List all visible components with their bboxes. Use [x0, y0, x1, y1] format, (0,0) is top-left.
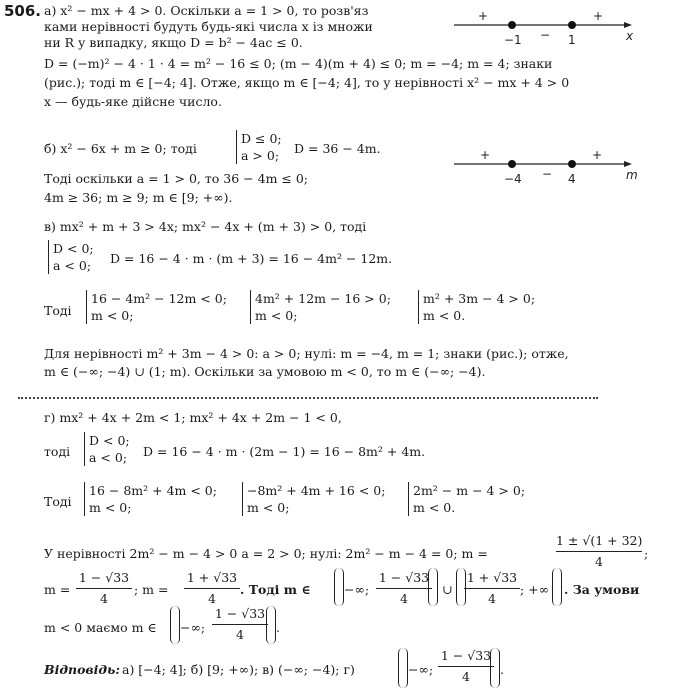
- sign-right: +: [592, 148, 603, 162]
- part-v-system-4-line-1: m² + 3m − 4 > 0;: [423, 291, 536, 306]
- za-umovy: . За умови: [564, 582, 640, 597]
- fraction-bar: [556, 551, 642, 552]
- part-g-system-2-line-2: m < 0;: [89, 500, 132, 515]
- root-formula: [556, 533, 642, 570]
- axis-label: m: [626, 168, 638, 182]
- root-formula-end: ;: [644, 546, 649, 561]
- interval-3-den: 4: [236, 627, 244, 642]
- sign-middle: −: [542, 167, 553, 181]
- part-v-system-2: [86, 290, 227, 324]
- answer-den: 4: [462, 669, 470, 684]
- axis-label: x: [626, 29, 634, 43]
- part-v-system-2-line-1: 16 − 4m² − 12m < 0;: [91, 291, 227, 306]
- condition-line: m < 0 маємо m ∈: [44, 620, 157, 635]
- sign-diagram-m: [450, 148, 650, 190]
- zero-point-left: [508, 21, 516, 29]
- part-g-todi: тоді: [44, 444, 71, 459]
- part-g-system-1-line-2: a < 0;: [89, 450, 128, 465]
- label-left: −1: [504, 33, 522, 47]
- answer-text: а) [−4; 4]; б) [9; +∞); в) (−∞; −4); г): [122, 662, 355, 677]
- part-v-line-last-1: Для нерівності m² + 3m − 4 > 0: a > 0; нулі: m = −4, m = 1; знаки (рис.); отже,: [44, 346, 569, 361]
- part-v-system-4: [418, 290, 535, 324]
- interval-3-fraction: [212, 606, 268, 643]
- part-b-system-line-2: a > 0;: [241, 148, 280, 163]
- part-v-line-last-2: m ∈ (−∞; −4) ∪ (1; m). Оскільки за умовою m < 0, то m ∈ (−∞; −4).: [44, 364, 486, 379]
- part-v-system-1-line-2: a < 0;: [53, 258, 92, 273]
- axis-arrow: [624, 22, 632, 28]
- answer-fraction: [438, 648, 494, 685]
- todi-label: . Тоді m ∈: [240, 582, 311, 597]
- paren-close: [266, 606, 276, 644]
- fraction-bar: [76, 588, 132, 589]
- interval-3-end: .: [276, 620, 280, 635]
- answer-interval-start: −∞;: [408, 662, 434, 677]
- answer-num: 1 − √33: [440, 648, 492, 663]
- part-a-line-2: ками нерівності будуть будь-які числа x із множи: [44, 19, 373, 34]
- part-b-line-2: Тоді оскільки a = 1 > 0, то 36 − 4m ≤ 0;: [44, 171, 309, 186]
- part-v-system-3-line-2: m < 0;: [255, 308, 298, 323]
- part-v-system-1: [48, 240, 94, 274]
- part-g-d-expr: D = 16 − 4 · m · (2m − 1) = 16 − 8m² + 4m.: [143, 444, 426, 459]
- sign-right: +: [593, 9, 604, 23]
- zero-point-right: [568, 160, 576, 168]
- part-v-system-2-line-2: m < 0;: [91, 308, 134, 323]
- part-v-todi: Тоді: [44, 303, 72, 318]
- interval-1-fraction: [376, 570, 432, 607]
- paren-close: [428, 568, 438, 606]
- interval-2-den: 4: [488, 591, 496, 606]
- part-g-system-3-line-2: m < 0;: [247, 500, 290, 515]
- interval-2-fraction: [464, 570, 520, 607]
- part-g-line-1: г) mx² + 4x + 2m < 1; mx² + 4x + 2m − 1 < 0,: [44, 410, 342, 425]
- fraction-bar: [438, 666, 494, 667]
- fraction-bar: [212, 624, 268, 625]
- m2-num: 1 + √33: [186, 570, 238, 585]
- part-g-system-1: [84, 432, 130, 466]
- paren-open: [170, 606, 180, 644]
- part-b-system: [236, 130, 282, 164]
- part-b-line-3: 4m ≥ 36; m ≥ 9; m ∈ [9; +∞).: [44, 190, 233, 205]
- m2-label: ; m =: [134, 582, 169, 597]
- part-v-line-1: в) mx² + m + 3 > 4x; mx² − 4x + (m + 3) > 0, тоді: [44, 219, 367, 234]
- zero-point-left: [508, 160, 516, 168]
- label-right: 1: [568, 33, 576, 47]
- interval-2-num: 1 + √33: [466, 570, 518, 585]
- part-g-system-3-line-1: −8m² + 4m + 16 < 0;: [247, 483, 386, 498]
- fraction-bar: [464, 588, 520, 589]
- label-left: −4: [504, 172, 522, 186]
- part-b-line-1: б) x² − 6x + m ≥ 0; тоді: [44, 141, 197, 156]
- zero-point-right: [568, 21, 576, 29]
- m1-label: m =: [44, 582, 71, 597]
- part-a-line-3: ни R у випадку, якщо D = b² − 4ac ≤ 0.: [44, 35, 303, 50]
- paren-open: [334, 568, 344, 606]
- interval-1-start: −∞;: [344, 582, 370, 597]
- part-v-system-1-line-1: D < 0;: [53, 241, 94, 256]
- part-g-system-2-line-1: 16 − 8m² + 4m < 0;: [89, 483, 217, 498]
- problem-number: 506.: [4, 2, 42, 20]
- sign-diagram-x: [450, 8, 640, 50]
- answer-end: .: [500, 662, 504, 677]
- paren-close: [490, 648, 500, 688]
- part-a-line-1: а) x² − mx + 4 > 0. Оскільки a = 1 > 0, то розв'яз: [44, 3, 369, 18]
- part-g-system-4-line-1: 2m² − m − 4 > 0;: [413, 483, 526, 498]
- part-v-d-expr: D = 16 − 4 · m · (m + 3) = 16 − 4m² − 12m.: [110, 251, 393, 266]
- part-g-system-3: [242, 482, 385, 516]
- m1-num: 1 − √33: [78, 570, 130, 585]
- interval-1-num: 1 − √33: [378, 570, 430, 585]
- part-g-line-a: У нерівності 2m² − m − 4 > 0 a = 2 > 0; нулі: 2m² − m − 4 = 0; m =: [44, 546, 488, 561]
- part-v-system-4-line-2: m < 0.: [423, 308, 466, 323]
- root-formula-num: 1 ± √(1 + 32): [556, 533, 643, 548]
- m1-fraction: [76, 570, 132, 607]
- union-sign: ∪: [442, 582, 453, 597]
- sign-middle: −: [540, 28, 551, 42]
- part-a-line-5: (рис.); тоді m ∈ [−4; 4]. Отже, якщо m ∈ [−4; 4], то у нерівності x² − mx + 4 > 0: [44, 75, 570, 90]
- part-v-system-3: [250, 290, 391, 324]
- fraction-bar: [184, 588, 240, 589]
- interval-1-den: 4: [400, 591, 408, 606]
- part-g-todi-2: Тоді: [44, 494, 72, 509]
- m1-den: 4: [100, 591, 108, 606]
- part-g-system-4: [408, 482, 525, 516]
- sign-left: +: [478, 9, 489, 23]
- m2-fraction: [184, 570, 240, 607]
- fraction-bar: [376, 588, 432, 589]
- axis-arrow: [624, 161, 632, 167]
- part-a-line-6: x — будь-яке дійсне число.: [44, 94, 222, 109]
- part-v-system-3-line-1: 4m² + 12m − 16 > 0;: [255, 291, 391, 306]
- part-g-system-4-line-2: m < 0.: [413, 500, 456, 515]
- part-b-d-expr: D = 36 − 4m.: [294, 141, 381, 156]
- interval-2-end: ; +∞: [520, 582, 550, 597]
- part-a-line-4: D = (−m)² − 4 · 1 · 4 = m² − 16 ≤ 0; (m − 4)(m + 4) ≤ 0; m = −4; m = 4; знаки: [44, 56, 553, 71]
- dotted-divider: [18, 397, 598, 399]
- part-b-system-line-1: D ≤ 0;: [241, 131, 282, 146]
- sign-left: +: [480, 148, 491, 162]
- part-g-system-1-line-1: D < 0;: [89, 433, 130, 448]
- label-right: 4: [568, 172, 576, 186]
- paren-open: [398, 648, 408, 688]
- paren-close: [552, 568, 562, 606]
- interval-3-num: 1 − √33: [214, 606, 266, 621]
- part-g-system-2: [84, 482, 217, 516]
- interval-3-start: −∞;: [180, 620, 206, 635]
- m2-den: 4: [208, 591, 216, 606]
- answer-label: Відповідь:: [44, 662, 120, 677]
- root-formula-den: 4: [595, 554, 603, 569]
